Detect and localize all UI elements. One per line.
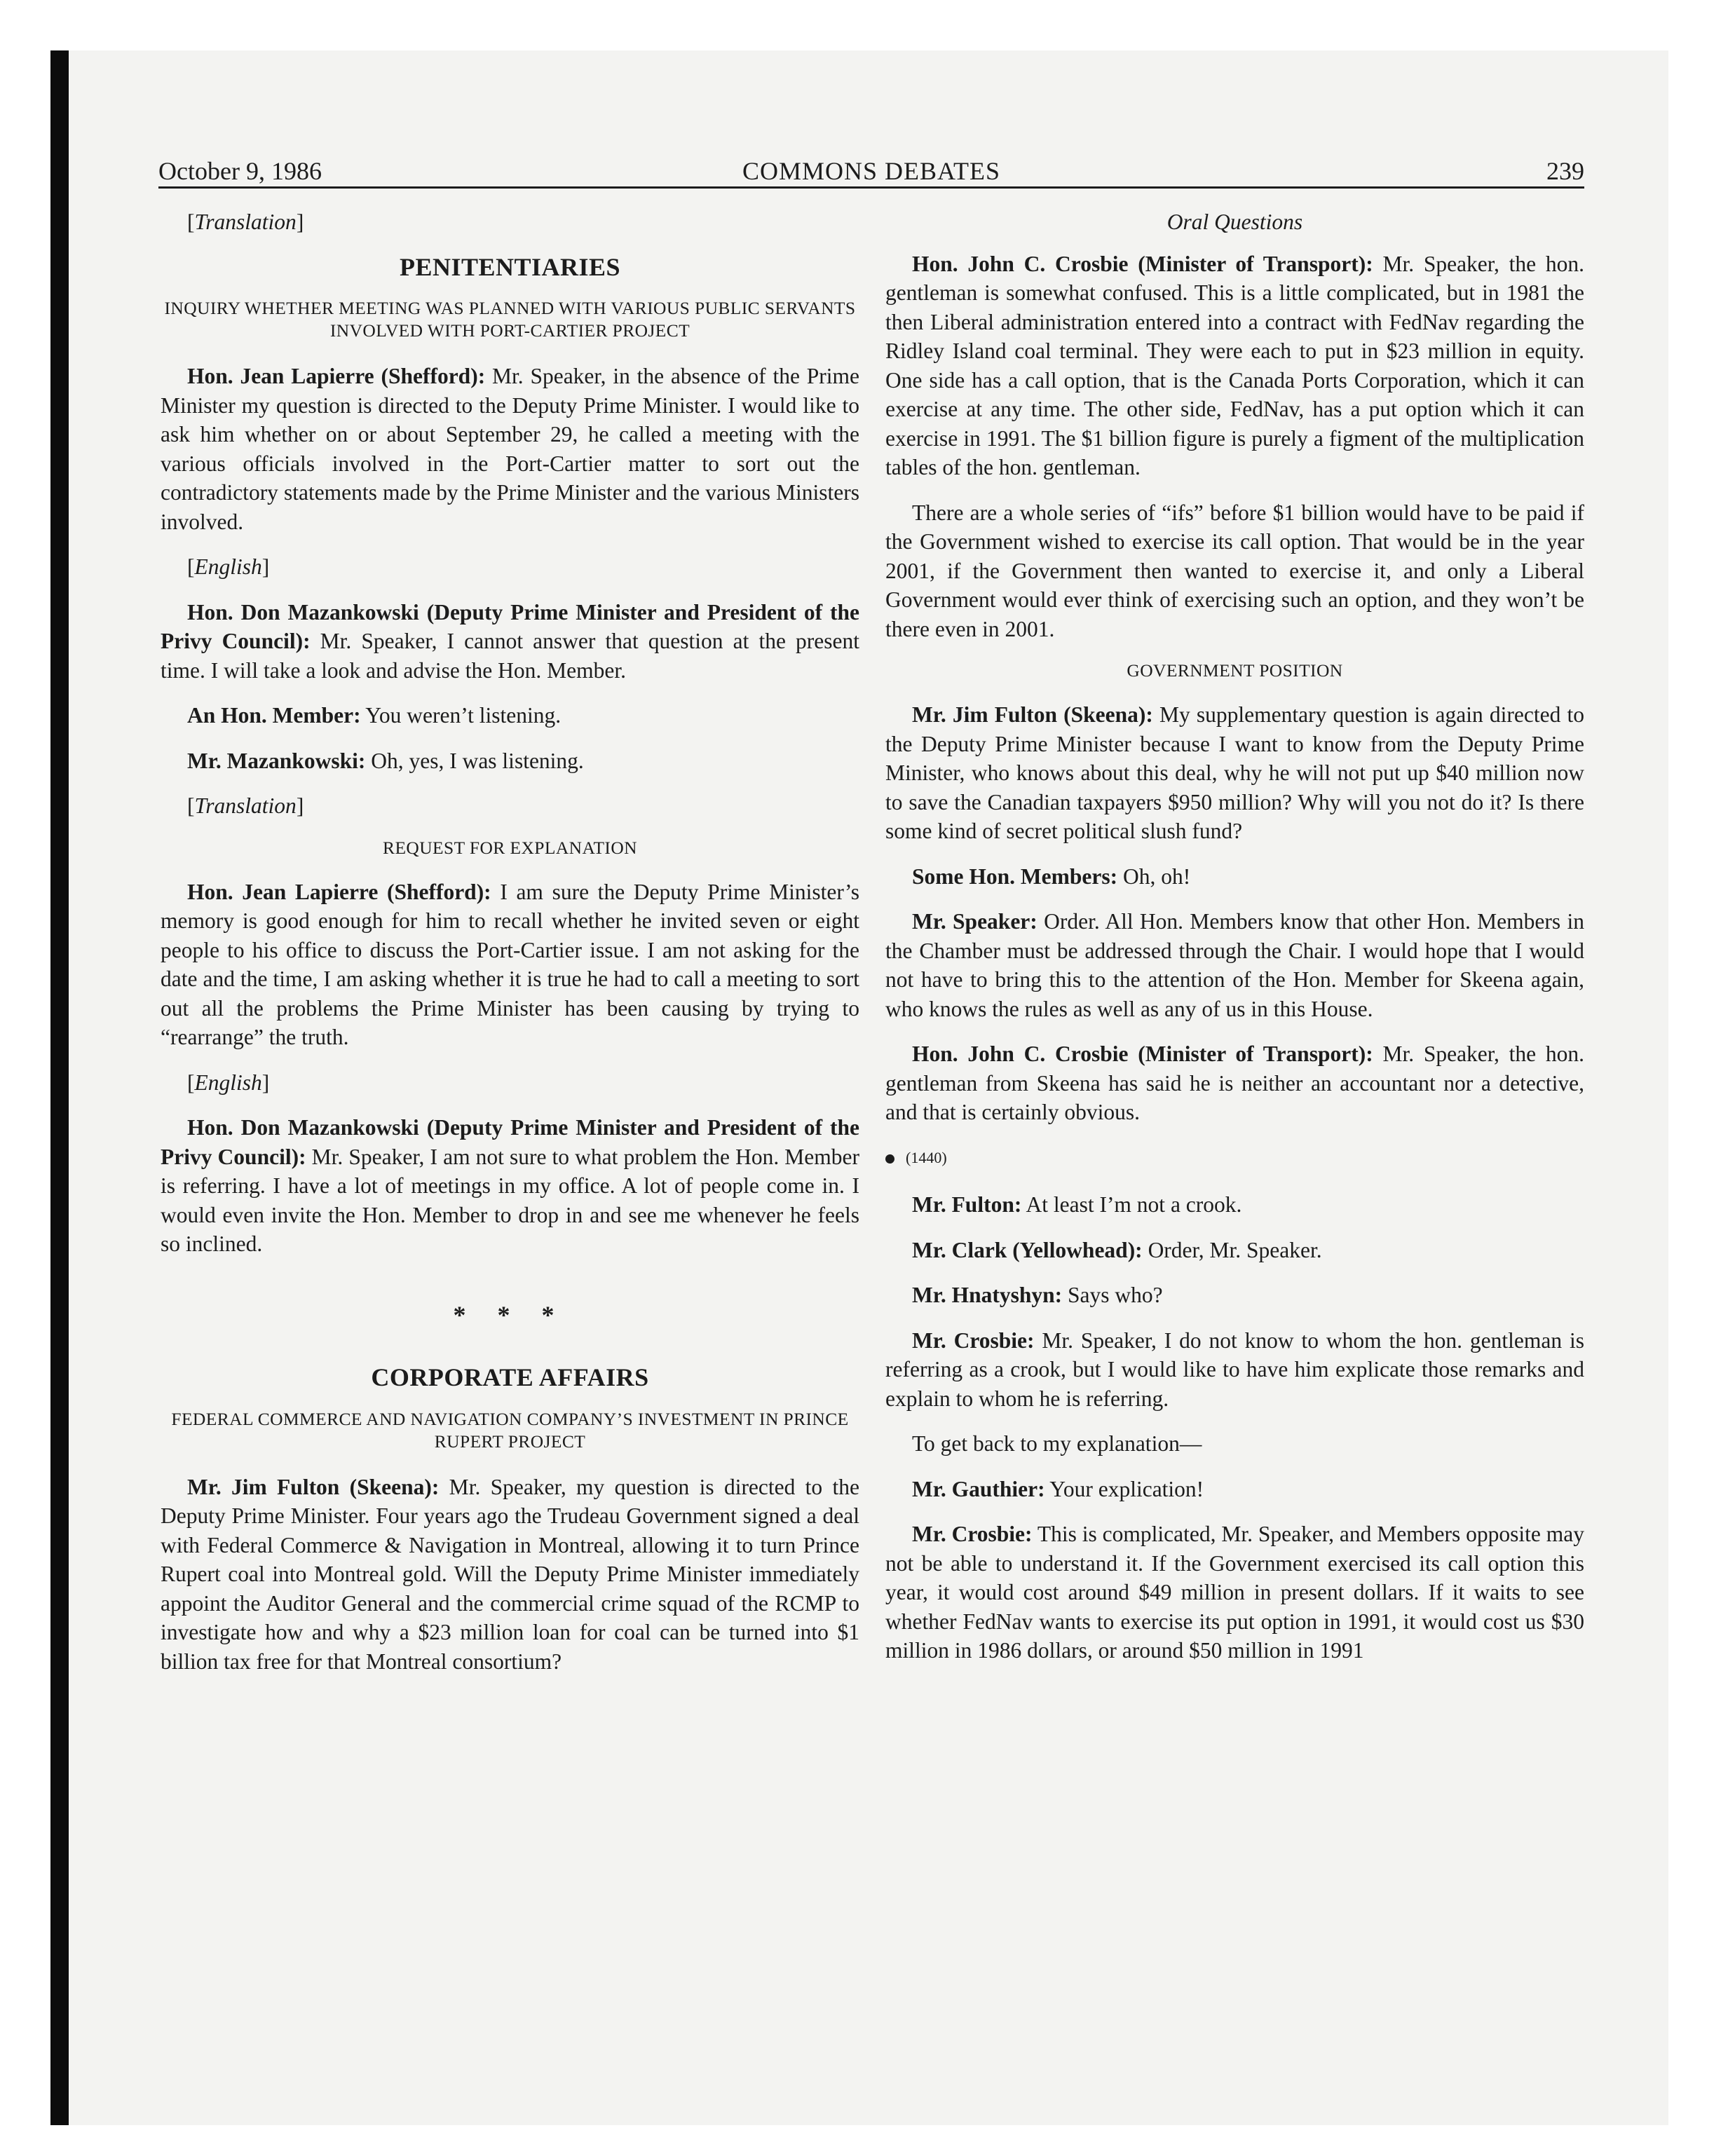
speaker: Some Hon. Members: xyxy=(912,864,1118,889)
speaker: Hon. Don Mazankowski (Deputy Prime Minister and President of the Privy Council): xyxy=(161,1115,859,1169)
speech: Hon. John C. Crosbie (Minister of Transport): Mr. Speaker, the hon. gentleman from Skeena has said he is neither an accountant nor a detective, and that is certainly obvious. xyxy=(885,1042,1584,1124)
topic-heading: INQUIRY WHETHER MEETING WAS PLANNED WITH VARIOUS PUBLIC SERVANTS INVOLVED WITH PORT-CARTIER PROJECT xyxy=(164,298,856,341)
timestamp: (1440) xyxy=(885,1143,1584,1173)
speech: Mr. Fulton: At least I’m not a crook. xyxy=(912,1192,1242,1217)
speech: Mr. Jim Fulton (Skeena): Mr. Speaker, my question is directed to the Deputy Prime Minister. Four years ago the Trudeau Government signed a deal with Federal Commerce & Navigation in Montreal, allowing it to turn Prince Rupert coal into Montreal gold. Will the Deputy Prime Minister immediately appoint the Auditor General and the commercial crime squad of the RCMP to investigate how and why a $23 million loan for coal can be turned into $1 billion tax free for that Montreal consortium? xyxy=(161,1474,859,1674)
speech: Mr. Jim Fulton (Skeena): My supplementary question is again directed to the Deputy Prime Minister because I want to know from the Deputy Prime Minister, who knows about this deal, why he will not put up $40 million now to save the Canadian taxpayers $950 million? Why will you not do it? Is there some kind of secret political slush fund? xyxy=(885,702,1584,843)
speech: Mr. Crosbie: This is complicated, Mr. Speaker, and Members opposite may not be able to understand it. If the Government exercised its call option this year, it would cost around $49 million in present dollars. If it waits to see whether FedNav wants to exercise its put option in 1991, it would cost us $30 million in 1986 dollars, or around $50 million in 1991 xyxy=(885,1522,1584,1663)
bullet-icon xyxy=(885,1154,894,1164)
speech: Some Hon. Members: Oh, oh! xyxy=(912,864,1191,889)
scan-edge xyxy=(50,50,69,2125)
header-rule xyxy=(158,186,1584,189)
language-note: [Translation] xyxy=(187,793,304,818)
subject-heading: CORPORATE AFFAIRS xyxy=(371,1363,649,1391)
speech: Mr. Hnatyshyn: Says who? xyxy=(912,1283,1163,1307)
speaker: Mr. Crosbie: xyxy=(912,1328,1035,1353)
speech: Mr. Gauthier: Your explication! xyxy=(912,1476,1204,1501)
speaker: Hon. John C. Crosbie (Minister of Transport): xyxy=(912,251,1373,276)
speech: Hon. Jean Lapierre (Shefford): I am sure the Deputy Prime Minister’s memory is good enough for him to recall whether he invited seven or eight people to his office to discuss the Port-Cartier issue. I am not asking for the date and the time, I am asking whether it is true he had to call a meeting to sort out all the problems the Prime Minister has been causing by trying to “rearrange” the truth. xyxy=(161,879,859,1049)
speaker: Hon. Don Mazankowski (Deputy Prime Minister and President of the Privy Council): xyxy=(161,599,859,653)
speaker: Hon. Jean Lapierre (Shefford): xyxy=(187,879,491,904)
speech: Mr. Mazankowski: Oh, yes, I was listening. xyxy=(187,748,584,773)
topic-heading: FEDERAL COMMERCE AND NAVIGATION COMPANY’S INVESTMENT IN PRINCE RUPERT PROJECT xyxy=(171,1408,849,1452)
speech: Hon. Don Mazankowski (Deputy Prime Minister and President of the Privy Council): Mr. Speaker, I cannot answer that question at the present time. I will take a look and advise the Hon. Member. xyxy=(161,599,859,683)
speech: To get back to my explanation— xyxy=(912,1431,1202,1456)
language-note: [Translation] xyxy=(187,210,304,234)
speech: Hon. Don Mazankowski (Deputy Prime Minister and President of the Privy Council): Mr. Speaker, I am not sure to what problem the Hon. Member is referring. I have a lot of meetings in my office. A lot of people come in. I would even invite the Hon. Member to drop in and see me whenever he feels so inclined. xyxy=(161,1115,859,1256)
speaker: Mr. Speaker: xyxy=(912,909,1037,934)
speaker: An Hon. Member: xyxy=(187,703,361,728)
speech: Mr. Speaker: Order. All Hon. Members know that other Hon. Members in the Chamber must be addressed through the Chair. I would hope that I would not have to bring this to the attention of the Hon. Member for Skeena again, who knows the rules as well as any of us in this House. xyxy=(885,909,1584,1021)
speaker: Hon. Jean Lapierre (Shefford): xyxy=(187,364,486,388)
header-publication: COMMONS DEBATES xyxy=(742,157,1001,185)
speaker: Mr. Clark (Yellowhead): xyxy=(912,1237,1143,1262)
running-head: Oral Questions xyxy=(1166,210,1303,234)
speaker: Mr. Gauthier: xyxy=(912,1476,1045,1501)
speaker: Mr. Mazankowski: xyxy=(187,748,366,773)
speech: Mr. Crosbie: Mr. Speaker, I do not know to whom the hon. gentleman is referring as a crook, but I would like to have him explicate those remarks and explain to whom he is referring. xyxy=(885,1328,1584,1411)
speech: Hon. Jean Lapierre (Shefford): Mr. Speaker, in the absence of the Prime Minister my question is directed to the Deputy Prime Minister. I would like to ask him whether on or about September 29, he called a meeting with the various officials involved in the Port-Cartier matter to sort out the contradictory statements made by the Prime Minister and the various Ministers involved. xyxy=(161,364,859,534)
right-column xyxy=(885,207,1584,1681)
speech: Mr. Clark (Yellowhead): Order, Mr. Speaker. xyxy=(912,1237,1322,1262)
speaker: Hon. John C. Crosbie (Minister of Transport): xyxy=(912,1042,1373,1066)
speaker: Mr. Hnatyshyn: xyxy=(912,1283,1063,1307)
speaker: Mr. Jim Fulton (Skeena): xyxy=(912,702,1153,727)
speaker: Mr. Fulton: xyxy=(912,1192,1022,1217)
topic-heading: REQUEST FOR EXPLANATION xyxy=(383,837,637,858)
language-note: [English] xyxy=(187,554,270,579)
left-column xyxy=(161,207,859,1692)
header-date: October 9, 1986 xyxy=(158,157,322,185)
topic-heading: GOVERNMENT POSITION xyxy=(1127,660,1343,681)
speech: Hon. John C. Crosbie (Minister of Transport): Mr. Speaker, the hon. gentleman is somewhat confused. This is a little complicated, but in 1981 the then Liberal administration entered into a contract with FedNav regarding the Ridley Island coal terminal. They were each to put in $23 million in equity. One side has a call option, that is the Canada Ports Corporation, which it can exercise at any time. The other side, FedNav, has a put option which it can exercise in 1991. The $1 billion figure is purely a figment of the multiplication tables of the hon. gentleman. xyxy=(885,251,1584,479)
speaker: Mr. Jim Fulton (Skeena): xyxy=(187,1474,440,1499)
subject-heading: PENITENTIARIES xyxy=(399,252,621,281)
page-header xyxy=(158,154,1584,188)
speaker: Mr. Crosbie: xyxy=(912,1522,1033,1546)
speech: There are a whole series of “ifs” before $1 billion would have to be paid if the Government wished to exercise its call option. That would be in the year 2001, if the Government then wanted to exercise it, and only a Liberal Government would ever think of exercising such an option, and they won’t be there even in 2001. xyxy=(885,500,1584,641)
speech: An Hon. Member: You weren’t listening. xyxy=(187,703,562,728)
section-separator: * * * xyxy=(453,1300,567,1329)
header-page-number: 239 xyxy=(1546,157,1584,185)
language-note: [English] xyxy=(187,1070,270,1095)
